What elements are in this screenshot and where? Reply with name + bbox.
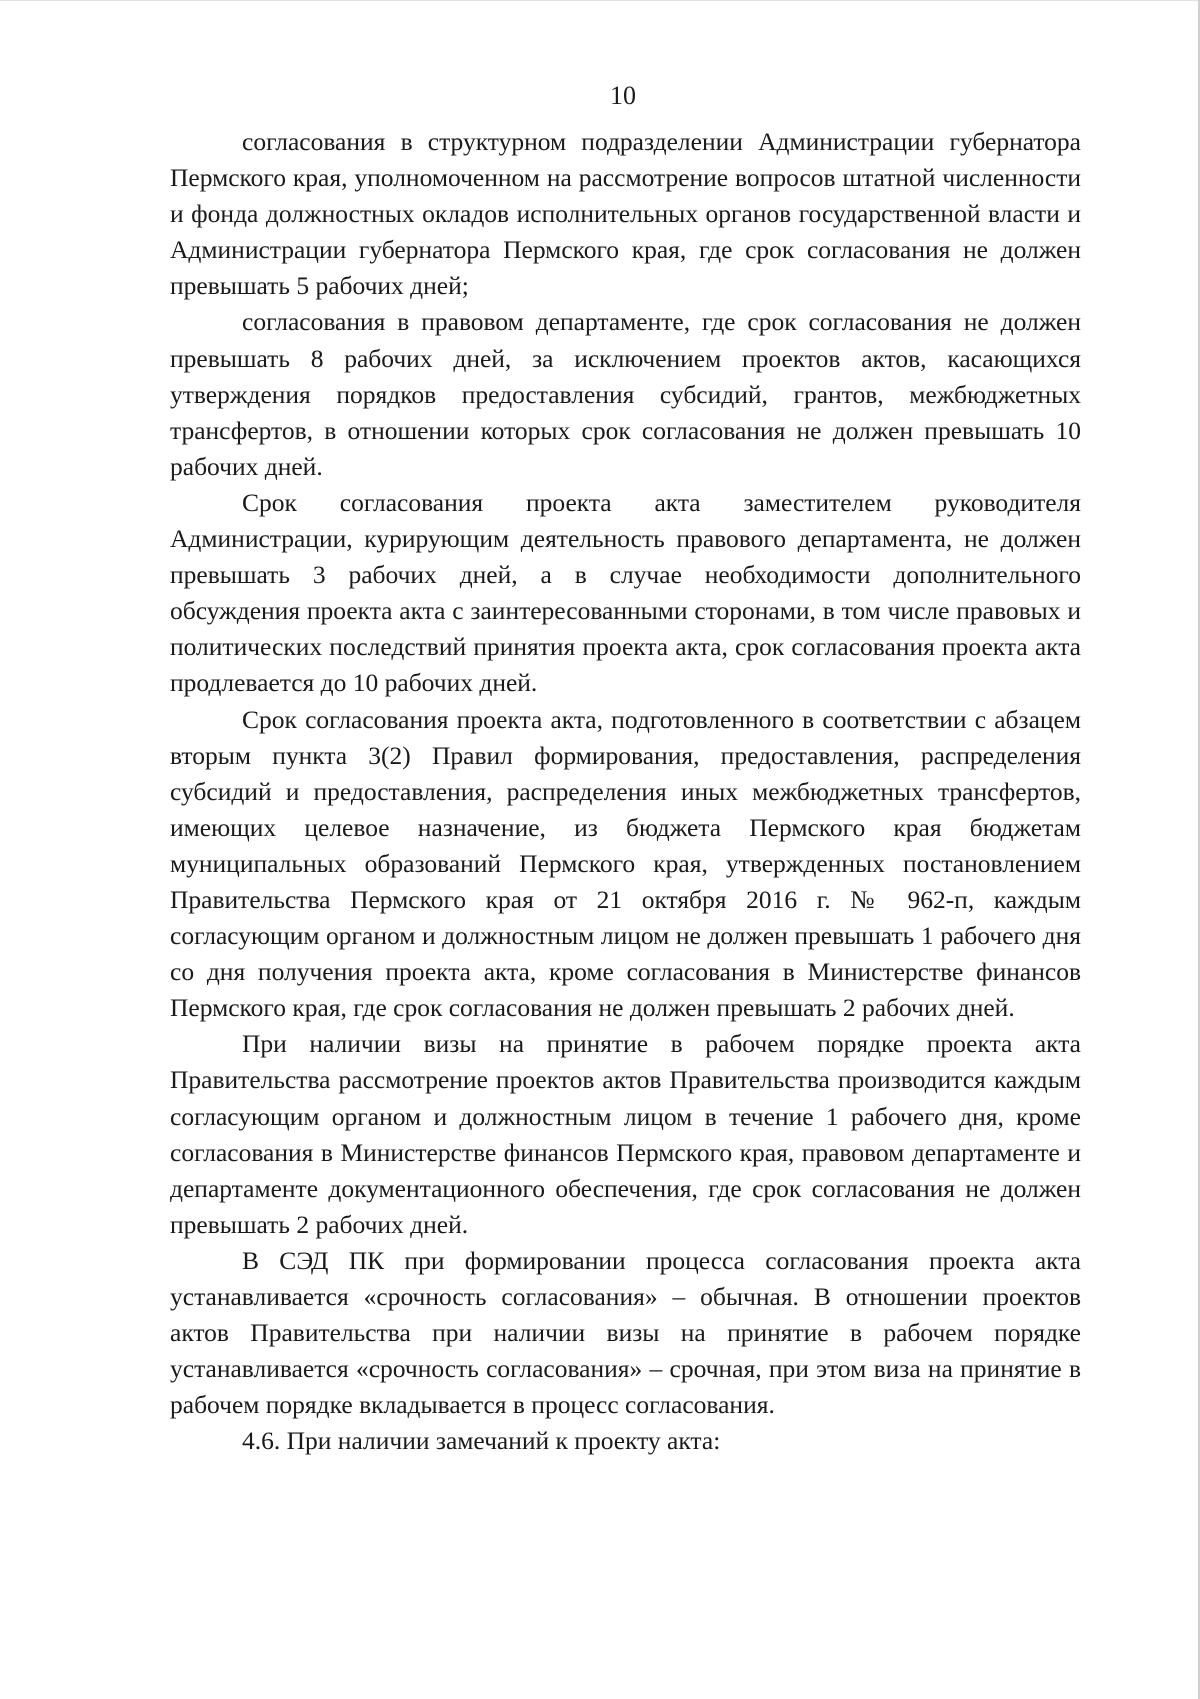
page-number: 10 <box>610 81 636 110</box>
paragraph-7: 4.6. При наличии замечаний к проекту акта: <box>242 1426 721 1456</box>
paragraph-1: согласования в структурном подразделении Администрации губернатора Пермского края, уполномоченном на рассмотрение вопросов штатной численности и фонда должностных окладов исполнительных органов государственной власти и Администрации губернатора Пермского края, где срок согласования не должен превышать 5 рабочих дней; <box>170 127 1081 301</box>
paragraph-6: В СЭД ПК при формировании процесса согласования проекта акта устанавливается «срочность согласования» – обычная. В отношении проектов актов Правительства при наличии визы на принятие в рабочем порядке устанавливается «срочность согласования» – срочная, при этом виза на принятие в рабочем порядке вкладывается в процесс согласования. <box>170 1245 1081 1420</box>
paragraph-5: При наличии визы на принятие в рабочем порядке проекта акта Правительства рассмотрение проектов актов Правительства производится каждым согласующим органом и должностным лицом в течение 1 рабочего дня, кроме согласования в Министерстве финансов Пермского края, правовом департаменте и департаменте документационного обеспечения, где срок согласования не должен превышать 2 рабочих дней. <box>170 1029 1081 1239</box>
document-body <box>170 124 1081 1459</box>
paragraph-3: Срок согласования проекта акта заместителем руководителя Администрации, курирующим деятельность правового департамента, не должен превышать 3 рабочих дней, а в случае необходимости дополнительного обсуждения проекта акта с заинтересованными сторонами, в том числе правовых и политических последствий принятия проекта акта, срок согласования проекта акта продлевается до 10 рабочих дней. <box>170 487 1081 698</box>
paragraph-4: Срок согласования проекта акта, подготовленного в соответствии с абзацем вторым пункта 3(2) Правил формирования, предоставления, распределения субсидий и предоставления, распределения иных межбюджетных трансфертов, имеющих целевое назначение, из бюджета Пермского края бюджетам муниципальных образований Пермского края, утвержденных постановлением Правительства Пермского края от 21 октября 2016 г. № 962-п, каждым согласующим органом и должностным лицом не должен превышать 1 рабочего дня со дня получения проекта акта, кроме согласования в Министерстве финансов Пермского края, где срок согласования не должен превышать 2 рабочих дней. <box>170 704 1081 1023</box>
paragraph-2: согласования в правовом департаменте, где срок согласования не должен превышать 8 рабочих дней, за исключением проектов актов, касающихся утверждения порядков предоставления субсидий, грантов, межбюджетных трансфертов, в отношении которых срок согласования не должен превышать 10 рабочих дней. <box>170 307 1081 481</box>
page-top-edge <box>0 0 1200 1</box>
